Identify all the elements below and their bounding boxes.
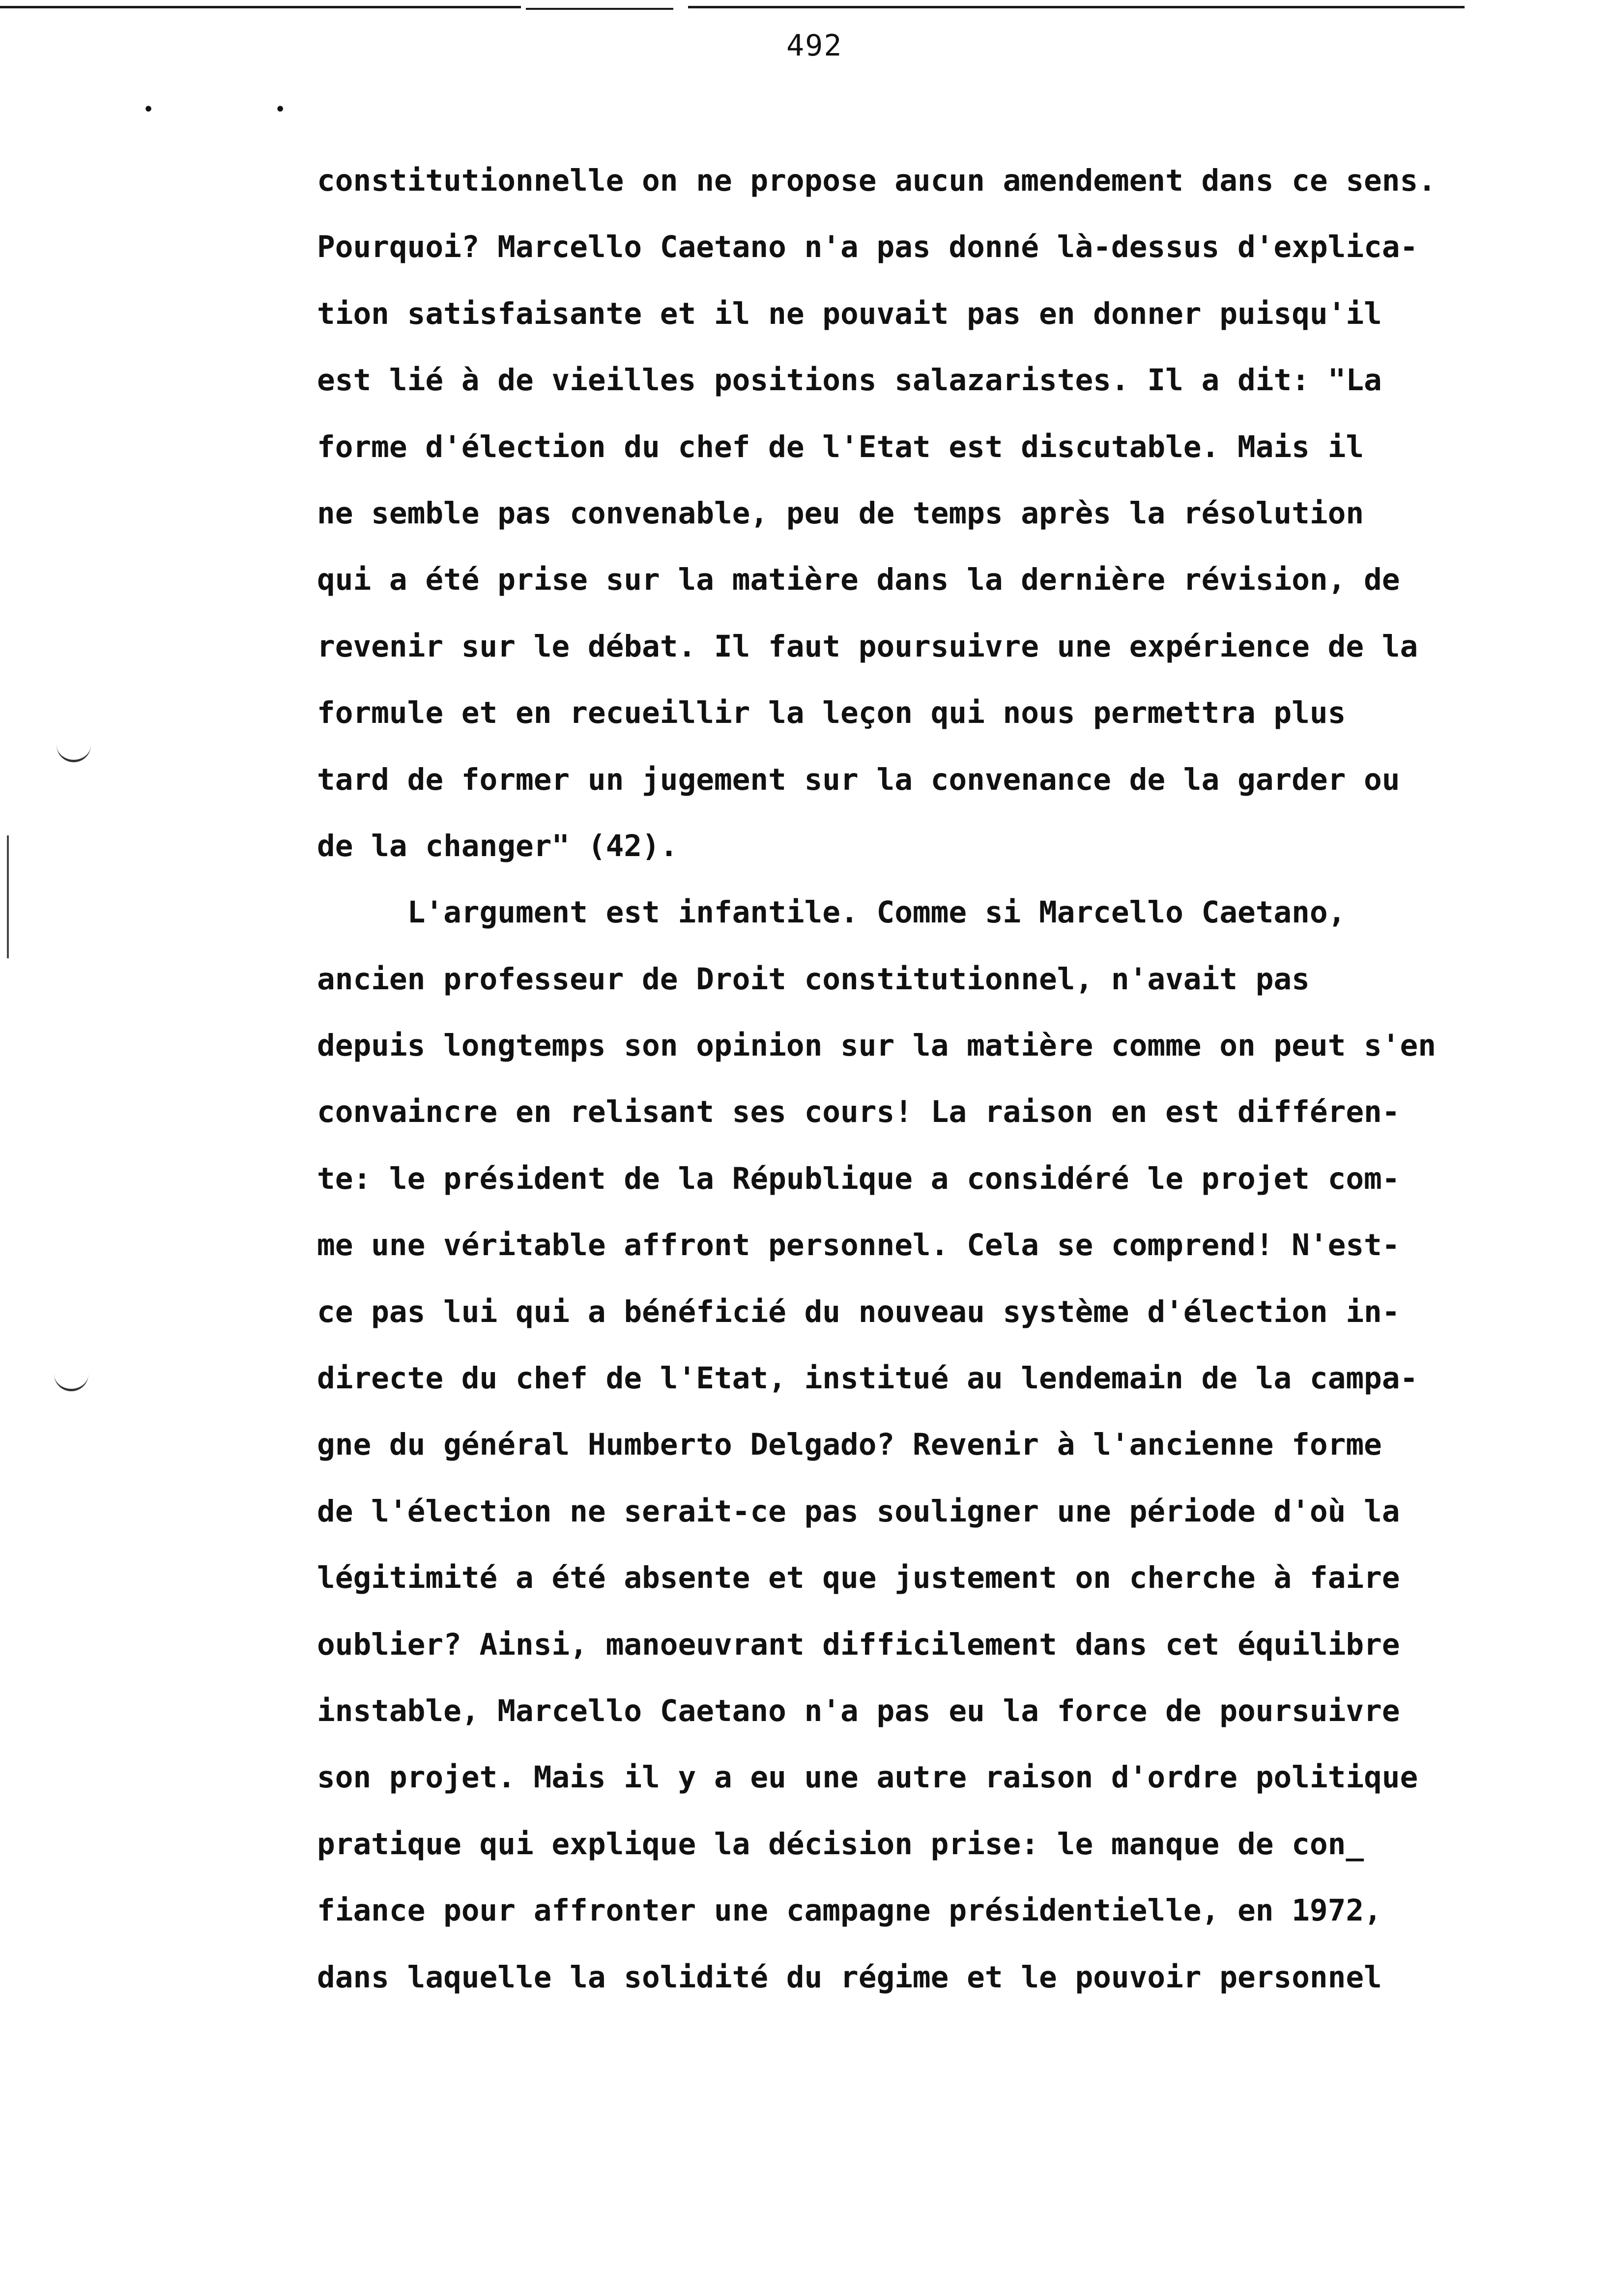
text-line: L'argument est infantile. Comme si Marcello Caetano,	[317, 895, 1346, 930]
text-line: pratique qui explique la décision prise: le manque de con_	[317, 1826, 1364, 1862]
top-rule-left	[0, 6, 521, 8]
margin-bar	[7, 835, 9, 958]
top-marks: • •	[143, 98, 341, 121]
text-line: de la changer" (42).	[317, 828, 678, 863]
text-line: fiance pour affronter une campagne présidentielle, en 1972,	[317, 1893, 1382, 1928]
text-line: convaincre en relisant ses cours! La raison en est différen-	[317, 1094, 1400, 1130]
page-number: 492	[786, 29, 843, 63]
text-line: constitutionnelle on ne propose aucun amendement dans ce sens.	[317, 163, 1436, 198]
text-line: revenir sur le débat. Il faut poursuivre une expérience de la	[317, 629, 1418, 664]
text-line: ne semble pas convenable, peu de temps après la résolution	[317, 495, 1364, 531]
text-line: Pourquoi? Marcello Caetano n'a pas donné là-dessus d'explica-	[317, 230, 1418, 265]
text-line: de l'élection ne serait-ce pas souligner une période d'où la	[317, 1493, 1400, 1529]
text-line: qui a été prise sur la matière dans la dernière révision, de	[317, 562, 1400, 598]
margin-bracket-upper	[57, 737, 91, 762]
text-line: tion satisfaisante et il ne pouvait pas en donner puisqu'il	[317, 296, 1382, 331]
text-line: légitimité a été absente et que justement on cherche à faire	[317, 1560, 1400, 1596]
text-line: instable, Marcello Caetano n'a pas eu la force de poursuivre	[317, 1693, 1400, 1728]
text-line: forme d'élection du chef de l'Etat est discutable. Mais il	[317, 429, 1364, 464]
top-rule-middle	[526, 8, 673, 10]
text-line: me une véritable affront personnel. Cela se comprend! N'est-	[317, 1228, 1400, 1263]
text-line: ancien professeur de Droit constitutionnel, n'avait pas	[317, 961, 1310, 997]
text-line: directe du chef de l'Etat, institué au lendemain de la campa-	[317, 1361, 1418, 1396]
text-line: ce pas lui qui a bénéficié du nouveau système d'élection in-	[317, 1294, 1400, 1329]
text-line: oublier? Ainsi, manoeuvrant difficilement dans cet équilibre	[317, 1627, 1400, 1662]
text-line: te: le président de la République a considéré le projet com-	[317, 1161, 1400, 1196]
margin-bracket-lower	[54, 1366, 88, 1391]
text-line: tard de former un jugement sur la convenance de la garder ou	[317, 762, 1400, 797]
text-line: formule et en recueillir la leçon qui nous permettra plus	[317, 695, 1346, 731]
body-text	[317, 147, 1575, 2010]
text-line: dans laquelle la solidité du régime et le pouvoir personnel	[317, 1959, 1382, 1995]
text-line: depuis longtemps son opinion sur la matière comme on peut s'en	[317, 1028, 1436, 1063]
text-line: son projet. Mais il y a eu une autre raison d'ordre politique	[317, 1760, 1418, 1795]
text-line: gne du général Humberto Delgado? Revenir à l'ancienne forme	[317, 1427, 1382, 1463]
text-line: est lié à de vieilles positions salazaristes. Il a dit: "La	[317, 363, 1382, 398]
top-rule-right	[688, 6, 1465, 8]
